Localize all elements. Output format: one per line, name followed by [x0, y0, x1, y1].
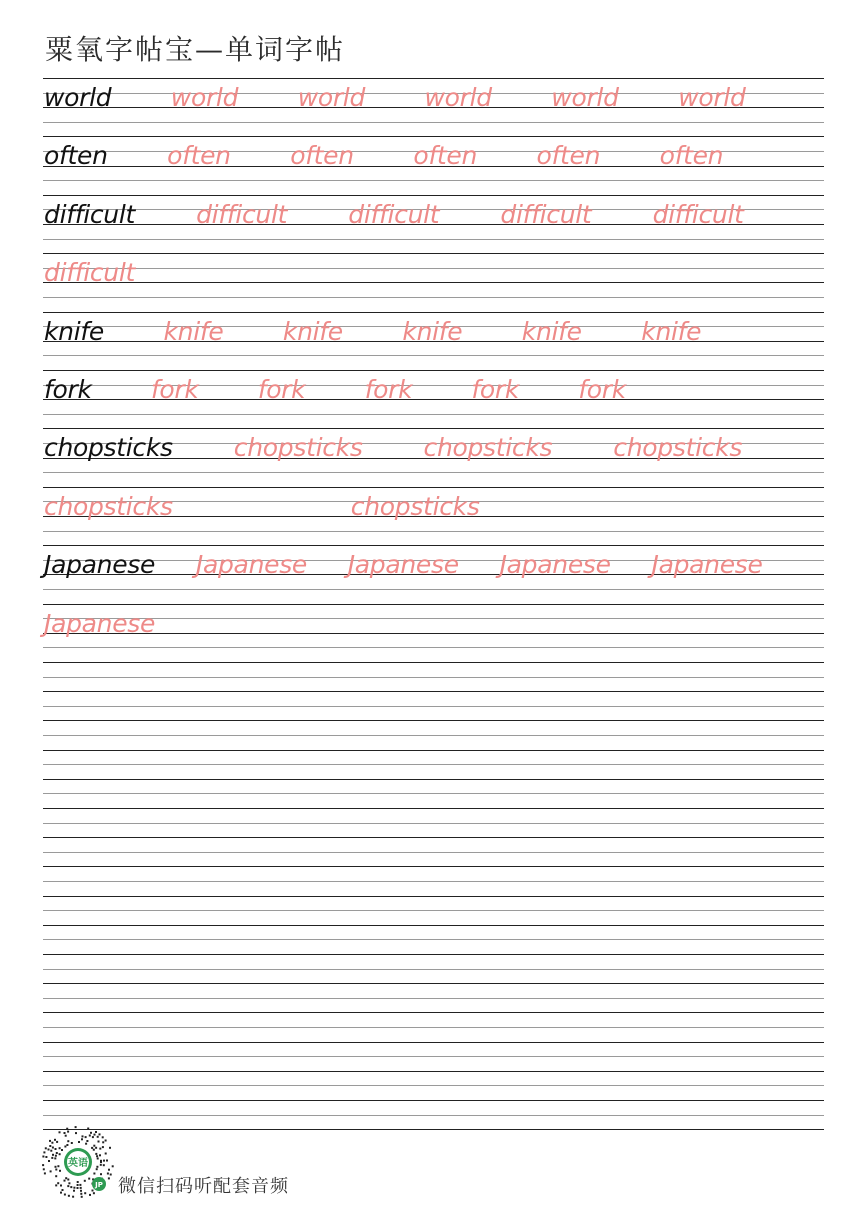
trace-word: fork — [257, 375, 306, 404]
guide-rule — [43, 78, 824, 79]
page-title: 粟氧字帖宝—单词字帖 — [45, 33, 346, 66]
trace-word: fork — [578, 375, 626, 404]
baseline-rule — [43, 1100, 824, 1101]
guide-rule — [43, 545, 824, 546]
guide-rule — [43, 1115, 824, 1116]
trace-word: Japanese — [499, 550, 611, 580]
guide-rule — [43, 487, 824, 488]
guide-rule — [43, 428, 824, 429]
guide-rule — [43, 896, 824, 897]
trace-word: knife — [163, 316, 224, 346]
guide-rule — [43, 837, 824, 838]
guide-rule — [43, 414, 824, 415]
guide-rule — [43, 677, 824, 678]
trace-word: world — [297, 83, 366, 112]
guide-rule — [43, 122, 824, 123]
guide-rule — [43, 268, 824, 269]
model-word: fork — [44, 375, 92, 404]
qr-corner-label: JP — [95, 1181, 103, 1189]
model-word: Japanese — [44, 550, 156, 580]
guide-rule — [43, 589, 824, 590]
guide-rule — [43, 136, 824, 137]
guide-rule — [43, 647, 824, 648]
trace-word: knife — [402, 316, 463, 346]
trace-word: often — [167, 141, 231, 171]
guide-rule — [43, 823, 824, 824]
guide-rule — [43, 954, 824, 955]
guide-rule — [43, 852, 824, 853]
guide-rule — [43, 1012, 824, 1013]
trace-word: Japanese — [347, 550, 459, 580]
trace-word: Japanese — [44, 608, 156, 638]
trace-word: Japanese — [195, 550, 308, 580]
trace-word: world — [170, 83, 239, 112]
trace-word: world — [551, 83, 619, 112]
model-word: difficult — [44, 199, 136, 229]
trace-word: difficult — [196, 199, 288, 229]
trace-word: chopsticks — [423, 433, 553, 463]
footer — [42, 1126, 442, 1206]
guide-rule — [43, 662, 824, 663]
trace-word: fork — [471, 375, 520, 404]
trace-word: difficult — [348, 199, 440, 229]
baseline-rule — [43, 282, 824, 283]
guide-rule — [43, 720, 824, 721]
trace-word: chopsticks — [350, 491, 480, 521]
footer-caption: 微信扫码听配套音频 — [118, 1176, 289, 1197]
trace-word: knife — [641, 316, 702, 346]
guide-rule — [43, 370, 824, 371]
trace-word: world — [424, 83, 492, 112]
guide-rule — [43, 297, 824, 298]
guide-rule — [43, 1085, 824, 1086]
guide-rule — [43, 735, 824, 736]
guide-rule — [43, 793, 824, 794]
guide-rule — [43, 910, 824, 911]
baseline-rule — [43, 925, 824, 926]
guide-rule — [43, 764, 824, 765]
baseline-rule — [43, 633, 824, 634]
guide-rule — [43, 531, 824, 532]
trace-word: knife — [521, 316, 582, 346]
trace-word: difficult — [500, 199, 592, 229]
baseline-rule — [43, 983, 824, 984]
trace-word: chopsticks — [613, 433, 743, 463]
baseline-rule — [43, 691, 824, 692]
guide-rule — [43, 355, 824, 356]
baseline-rule — [43, 750, 824, 751]
guide-rule — [43, 1027, 824, 1028]
guide-rule — [43, 239, 824, 240]
guide-rule — [43, 604, 824, 605]
trace-word: knife — [282, 316, 343, 346]
guide-rule — [43, 180, 824, 181]
guide-rule — [43, 618, 824, 619]
qr-code[interactable] — [42, 1126, 114, 1198]
trace-word: chopsticks — [44, 491, 173, 521]
baseline-rule — [43, 808, 824, 809]
model-word: often — [44, 141, 108, 171]
guide-rule — [43, 939, 824, 940]
trace-word: difficult — [44, 258, 136, 288]
trace-word: often — [536, 141, 601, 171]
guide-rule — [43, 998, 824, 999]
guide-rule — [43, 969, 824, 970]
trace-word: chopsticks — [233, 433, 363, 463]
guide-rule — [43, 881, 824, 882]
baseline-rule — [43, 1042, 824, 1043]
guide-rule — [43, 472, 824, 473]
guide-rule — [43, 706, 824, 707]
guide-rule — [43, 779, 824, 780]
guide-rule — [43, 253, 824, 254]
trace-word: Japanese — [651, 550, 763, 580]
model-word: chopsticks — [44, 433, 173, 463]
practice-sheet — [43, 0, 824, 1227]
trace-word: fork — [150, 375, 199, 404]
trace-word: often — [413, 141, 478, 171]
model-word: knife — [44, 316, 104, 346]
baseline-rule — [43, 866, 824, 867]
ruled-lines — [43, 0, 824, 1227]
qr-badge-label: 英语 — [68, 1158, 88, 1169]
trace-word: often — [659, 141, 724, 171]
trace-word: world — [678, 83, 746, 112]
guide-rule — [43, 1056, 824, 1057]
model-word: world — [44, 83, 112, 112]
guide-rule — [43, 195, 824, 196]
guide-rule — [43, 1071, 824, 1072]
trace-word: difficult — [652, 199, 744, 229]
trace-word: often — [290, 141, 354, 171]
trace-word: fork — [364, 375, 413, 404]
guide-rule — [43, 312, 824, 313]
